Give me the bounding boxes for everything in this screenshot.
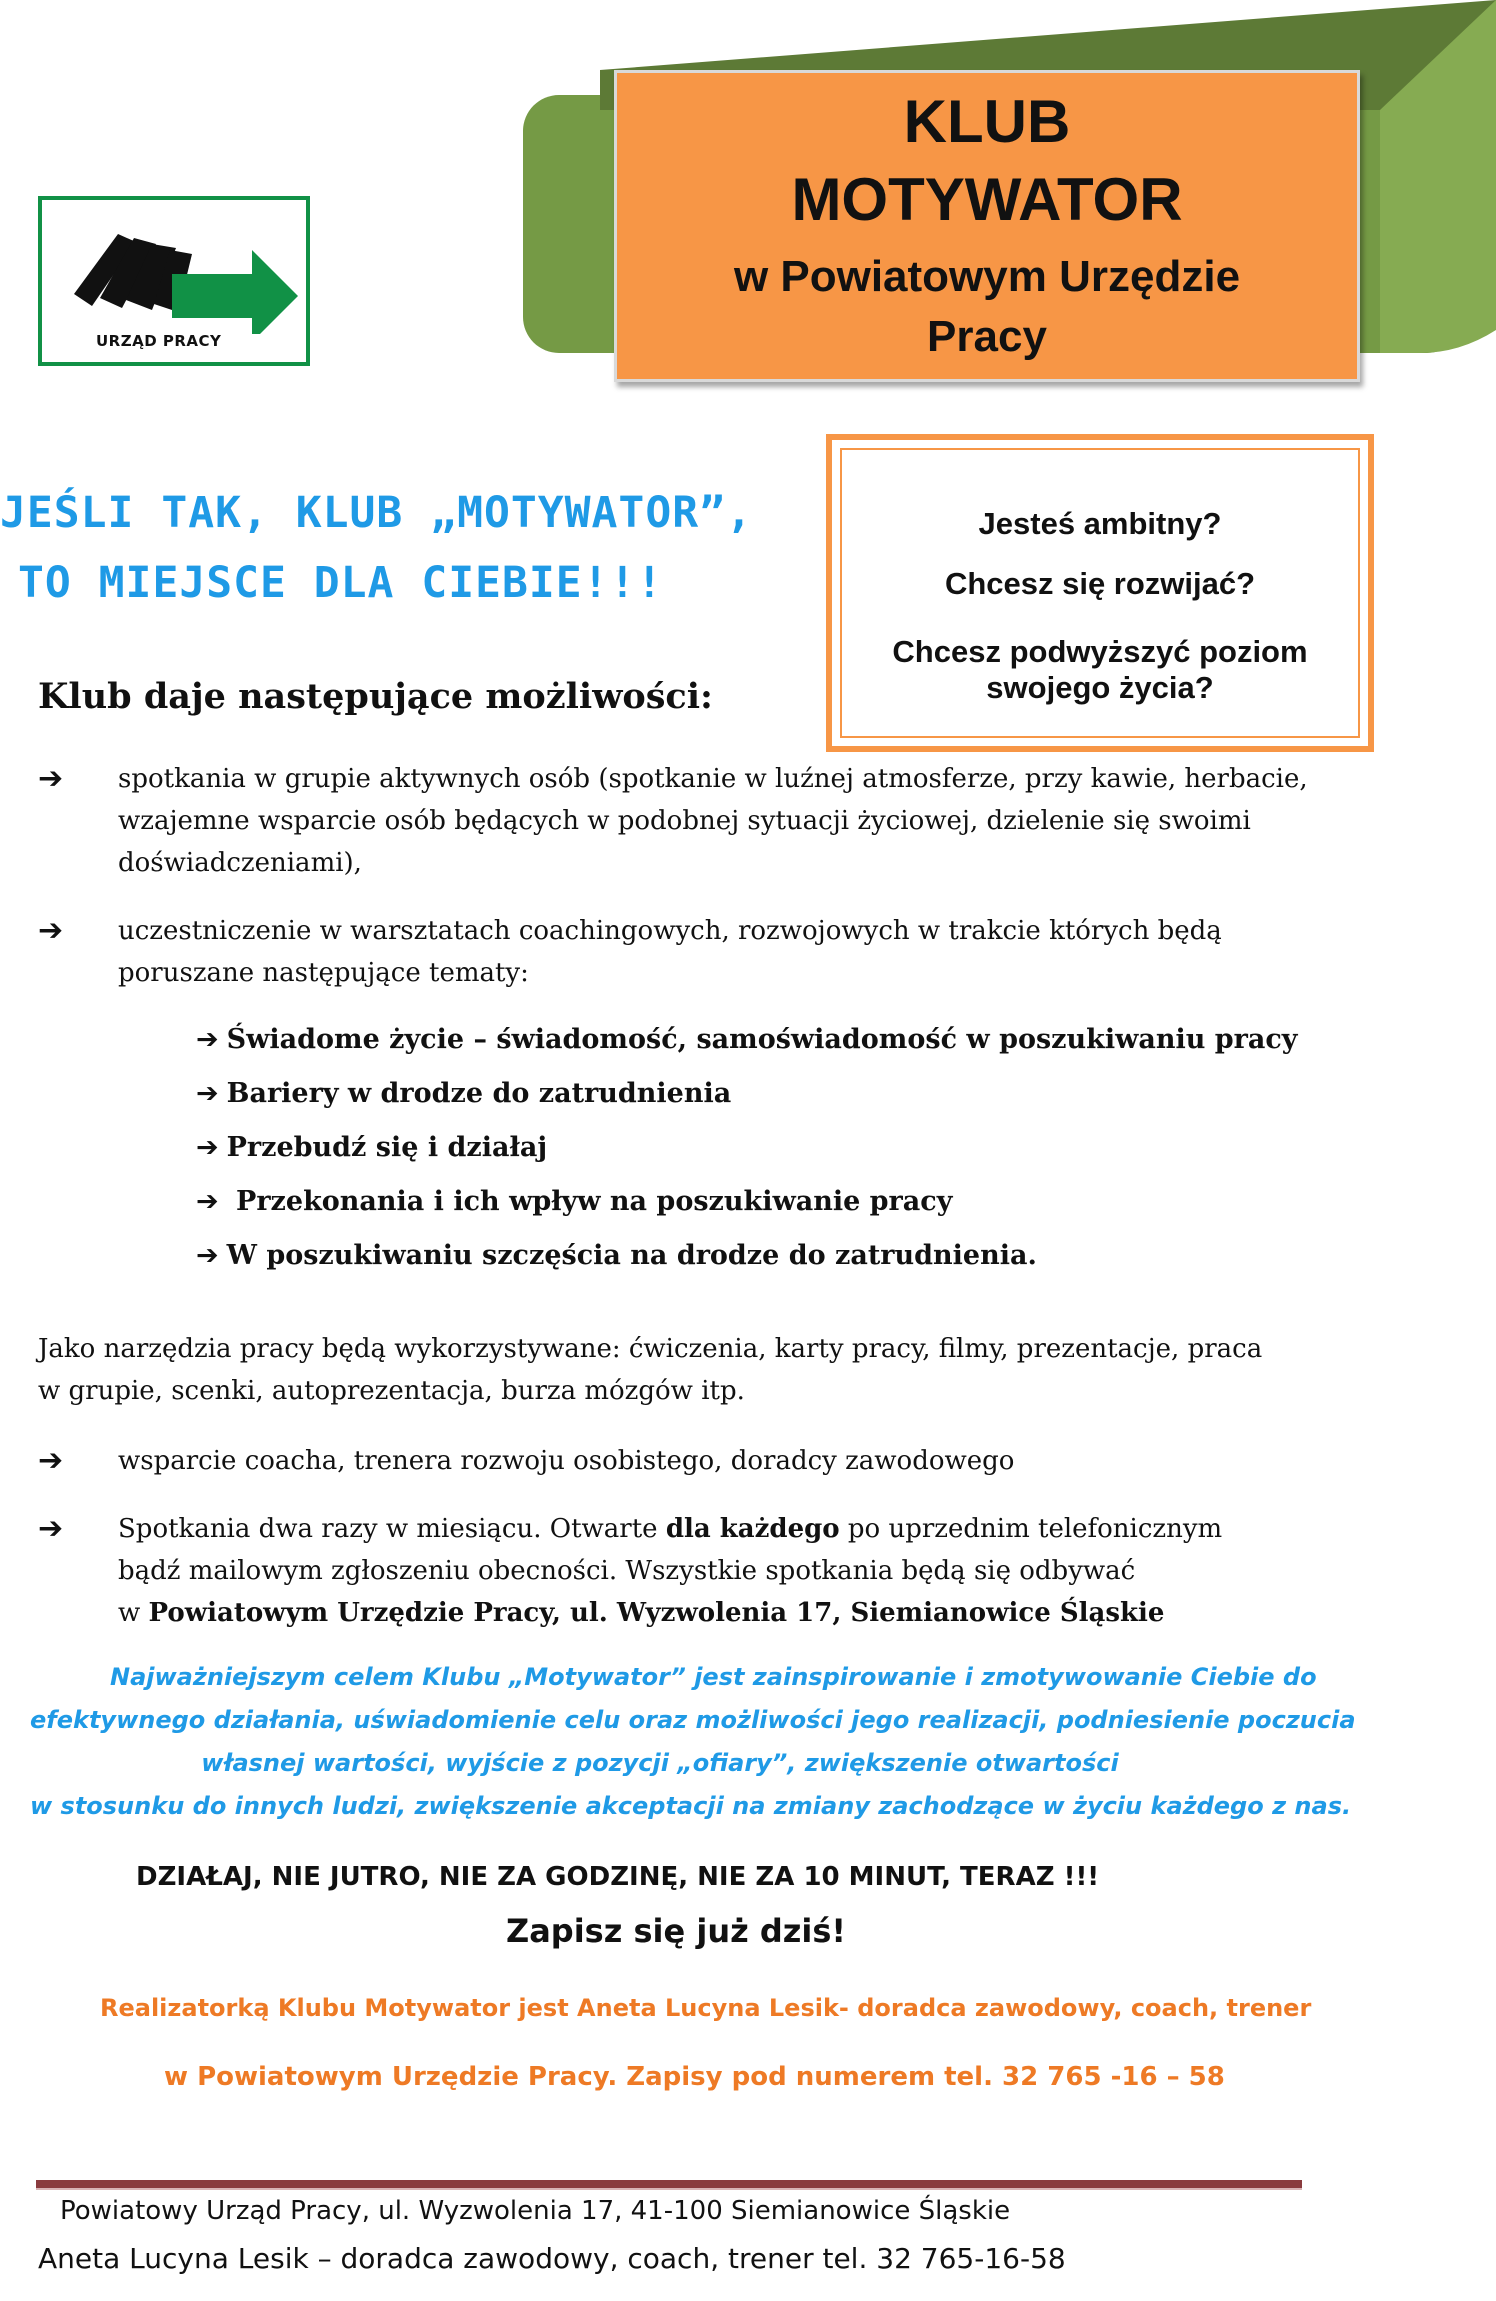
- topic-item: [196, 1020, 1297, 1060]
- text-run: w Powiatowym Urzędzie Pracy: [164, 2062, 608, 2092]
- footer-address: Powiatowy Urząd Pracy, ul. Wyzwolenia 17, 41-100 Siemianowice Śląskie: [60, 2196, 1011, 2226]
- bullet-line: [118, 1592, 1222, 1634]
- arrow-icon: ➔: [38, 913, 64, 948]
- bullet-line: wzajemne wsparcie osób będących w podobnej sytuacji życiowej, dzielenie się swoimi: [118, 806, 1251, 836]
- arrow-icon: ➔: [196, 1240, 219, 1271]
- phone-text: . Zapisy pod numerem tel. 32 765 -16 – 58: [607, 2062, 1225, 2092]
- text-run: po uprzednim telefonicznym: [839, 1514, 1223, 1544]
- call-to-action: DZIAŁAJ, NIE JUTRO, NIE ZA GODZINĘ, NIE ZA 10 MINUT, TERAZ !!!: [136, 1862, 1100, 1892]
- arrow-icon: ➔: [38, 1443, 64, 1478]
- bullet-line: bądź mailowym zgłoszeniu obecności. Wszystkie spotkania będą się odbywać: [118, 1556, 1136, 1586]
- question: Chcesz się rozwijać?: [944, 566, 1256, 601]
- question-box-inner: [840, 448, 1360, 738]
- topic-item: [196, 1074, 731, 1114]
- green-banner-side: [1380, 0, 1496, 353]
- footer-rule: [36, 2180, 1302, 2190]
- arrow-icon: ➔: [196, 1078, 219, 1109]
- organizer-line: Realizatorką Klubu Motywator jest Aneta Lucyna Lesik- doradca zawodowy, coach, trener: [100, 1994, 1312, 2022]
- topic-item: [196, 1128, 547, 1168]
- subtitle-line: w Powiatowym Urzędzie: [733, 252, 1241, 301]
- arrow-icon: ➔: [196, 1186, 219, 1217]
- question: swojego życia?: [986, 670, 1214, 705]
- goal-line: Najważniejszym celem Klubu „Motywator” jest zainspirowanie i zmotywowanie Ciebie do: [110, 1663, 1317, 1691]
- topic-item: [196, 1236, 1037, 1276]
- question-box: [826, 434, 1374, 752]
- signup-text: Zapisz się już dziś!: [506, 1912, 846, 1950]
- topic-text: Bariery w drodze do zatrudnienia: [226, 1078, 732, 1109]
- bullet-line: doświadczeniami),: [118, 848, 362, 878]
- logo-icon: [52, 214, 302, 334]
- address-text: Powiatowym Urzędzie Pracy, ul. Wyzwolenia 17, Siemianowice Śląskie: [148, 1598, 1165, 1628]
- arrow-icon: ➔: [38, 761, 64, 796]
- bullet-line: spotkania w grupie aktywnych osób (spotkanie w luźnej atmosferze, przy kawie, herbacie,: [118, 764, 1308, 794]
- bullet-text: [118, 1508, 1222, 1634]
- subtitle-line: Pracy: [927, 312, 1047, 361]
- question: Chcesz podwyższyć poziom: [892, 634, 1308, 669]
- topic-text: Przebudź się i działaj: [226, 1132, 548, 1163]
- topic-text: Świadome życie – świadomość, samoświadomość w poszukiwaniu pracy: [226, 1024, 1298, 1055]
- tools-line: Jako narzędzia pracy będą wykorzystywane: ćwiczenia, karty pracy, filmy, prezentacje, praca: [38, 1334, 1263, 1364]
- logo-text: URZĄD PRACY: [96, 332, 222, 350]
- text-run: w: [118, 1598, 149, 1628]
- question: Jesteś ambitny?: [978, 506, 1222, 541]
- goal-paragraph: [30, 1656, 1356, 1828]
- bullet-line: [118, 1508, 1222, 1550]
- text-run-bold: dla każdego: [665, 1514, 840, 1544]
- urzad-pracy-logo: [38, 196, 310, 366]
- bullet-text: [118, 910, 1222, 994]
- topic-item: [196, 1182, 952, 1222]
- text-run: Spotkania dwa razy w miesiącu. Otwarte: [118, 1514, 666, 1544]
- tools-line: w grupie, scenki, autoprezentacja, burza mózgów itp.: [38, 1376, 745, 1406]
- goal-line: własnej wartości, wyjście z pozycji „ofiary”, zwiększenie otwartości: [201, 1749, 1119, 1777]
- goal-line: w stosunku do innych ludzi, zwiększenie akceptacji na zmiany zachodzące w życiu każdego z nas.: [30, 1792, 1352, 1820]
- bullet-text: [118, 758, 1308, 884]
- bullet-line: poruszane następujące tematy:: [118, 958, 529, 988]
- headline: JEŚLI TAK, KLUB „MOTYWATOR”,: [0, 488, 753, 538]
- title-line: MOTYWATOR: [791, 166, 1183, 233]
- section-title: Klub daje następujące możliwości:: [38, 676, 713, 717]
- title-line: KLUB: [903, 88, 1071, 155]
- headline: TO MIEJSCE DLA CIEBIE!!!: [18, 558, 664, 608]
- arrow-icon: ➔: [196, 1024, 219, 1055]
- footer-contact: Aneta Lucyna Lesik – doradca zawodowy, coach, trener tel. 32 765-16-58: [38, 2242, 1066, 2275]
- topic-text: W poszukiwaniu szczęścia na drodze do zatrudnienia.: [226, 1240, 1037, 1271]
- tools-paragraph: [38, 1328, 1262, 1412]
- arrow-icon: ➔: [38, 1511, 64, 1546]
- topic-text: Przekonania i ich wpływ na poszukiwanie pracy: [226, 1186, 953, 1217]
- arrow-icon: ➔: [196, 1132, 219, 1163]
- bullet-text: wsparcie coacha, trenera rozwoju osobistego, doradcy zawodowego: [118, 1446, 1015, 1476]
- bullet-line: uczestniczenie w warsztatach coachingowych, rozwojowych w trakcie których będą: [118, 916, 1222, 946]
- title-box: [614, 70, 1360, 382]
- organizer-line: [164, 2062, 1225, 2092]
- goal-line: efektywnego działania, uświadomienie celu oraz możliwości jego realizacji, podniesienie poczucia: [30, 1706, 1356, 1734]
